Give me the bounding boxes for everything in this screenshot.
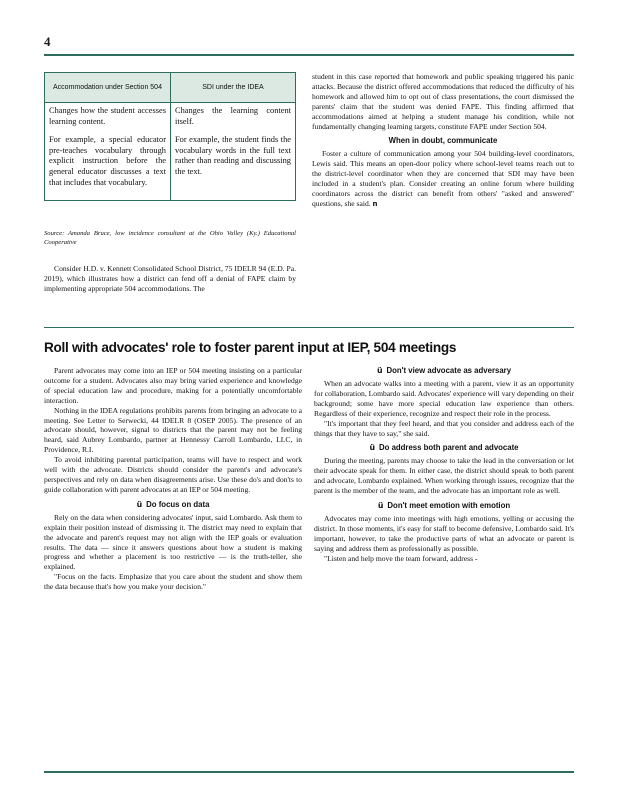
body-paragraph: To avoid inhibiting parental participation, teams will have to respect and work well with the advocate. Districts should consider the parent's and advocate's perspectives and rely on data when disagreements arise. Use these do's and don'ts to guide collaboration with parent advocates at an IEP or 504 meeting. <box>44 455 302 494</box>
body-paragraph: Nothing in the IDEA regulations prohibits parents from bringing an advocate to a meeting. See Letter to Serwecki, 44 IDELR 8 (OSEP 2005). The presence of an advocate should, however, signal to districts that the parent may not be feeling heard, said Aubrey Lombardo, partner at Hennessy Carroll Lombardo, LLC, in Providence, R.I. <box>44 405 302 455</box>
body-paragraph: student in this case reported that homework and public speaking triggered his panic attacks. Because the district offered accommodations that reduced the difficulty of his homework and allowed him to opt out of class presentations, the court dismissed the parents' claim that the student was denied FAPE. This finding affirmed that accommodations aimed at helping a student manage his condition, while not fundamentally changing learning targets, constitute FAPE under Section 504. <box>312 72 574 131</box>
body-paragraph: Parent advocates may come into an IEP or 504 meeting insisting on a particular outcome for a student. Advocates also may bring varied experience and knowledge of special education law and procedure, making for a potentially uncomfortable interaction. <box>44 366 302 405</box>
table-cell: For example, a special educator pre-teaches vocabulary through explicit instruction before the general educator discusses a text that includes that vocabulary. <box>49 135 166 187</box>
checkmark-icon: ü <box>369 443 376 453</box>
body-paragraph: "Focus on the facts. Emphasize that you care about the student and show them the data because that's how you make your decision." <box>44 572 302 592</box>
top-left-column <box>44 264 296 294</box>
top-rule <box>44 54 574 56</box>
article-right-column <box>314 366 574 564</box>
article-headline: Roll with advocates' role to foster parent input at IEP, 504 meetings <box>44 340 457 355</box>
section-subhead <box>314 443 574 453</box>
section-subhead <box>314 501 574 511</box>
body-paragraph: Rely on the data when considering advocates' input, said Lombardo. Ask them to explain their position instead of dismissing it. The district may need to explain that the advocate and parent's request may not align with the IEP goals or evaluation results. The data — since it answers questions about how a student is making progress and whether a placement is too restrictive — is the truth-teller, she explained. <box>44 512 302 572</box>
table-header-accommodation: Accommodation under Section 504 <box>45 73 171 102</box>
body-paragraph: When an advocate walks into a meeting with a parent, view it as an opportunity for collaboration, Lombardo said. Advocates' experience will vary depending on their background; some have more special education law experience than others. Regardless of their experience, recognize and respect their role in the process. <box>314 379 574 418</box>
body-paragraph <box>312 149 574 209</box>
table-cell-accommodation <box>45 103 171 200</box>
subhead-text: Do focus on data <box>146 499 210 509</box>
table-cell: Changes how the student accesses learning content. <box>49 106 166 126</box>
subhead-text: Do address both parent and advocate <box>379 443 519 453</box>
body-paragraph: "It's important that they feel heard, and that you consider and address each of the things that they have to say," she said. <box>314 418 574 438</box>
subhead-text: Don't view advocate as adversary <box>386 366 512 375</box>
section-divider <box>44 327 574 328</box>
body-paragraph: During the meeting, parents may choose to take the lead in the conversation or let their advocate speak for them. In either case, the district should speak to both parent and advocate, Lombardo explained. When working through issues, recognize that the parent is the member of the team, and the advocate has an important role as well. <box>314 456 574 496</box>
checkmark-icon: ü <box>377 501 384 511</box>
subhead-text: Don't meet emotion with emotion <box>387 501 511 511</box>
checkmark-icon: ü <box>376 366 383 375</box>
table-header-row <box>45 73 295 103</box>
body-text: Foster a culture of communication among your 504 building-level coordinators, Lewis said. This means an open-door policy where school-level teams reach out to the district-level coordinator when they are concerned that SDI may have been included in a student's plan. Consider creating an online forum where building coordinators across the district can benefit from others' "asked and answered" questions, she said. <box>312 149 574 208</box>
table-source: Source: Amanda Bruce, low incidence consultant at the Ohio Valley (Ky.) Educational Cooperative <box>44 230 296 246</box>
bottom-rule <box>44 771 574 773</box>
table-body <box>45 103 295 200</box>
checkmark-icon: ü <box>136 499 143 509</box>
section-subhead: When in doubt, communicate <box>388 136 498 146</box>
table-cell: Changes the learning content itself. <box>175 106 291 126</box>
end-of-article-mark: n <box>372 199 378 208</box>
accommodation-vs-sdi-table <box>44 72 296 201</box>
body-paragraph: "Listen and help move the team forward, address - <box>324 553 478 563</box>
page-number: 4 <box>44 34 51 49</box>
article-left-column <box>44 366 302 592</box>
table-cell-sdi <box>171 103 295 200</box>
table-header-sdi: SDI under the IDEA <box>202 84 264 91</box>
top-right-column <box>312 72 574 210</box>
table-cell: For example, the student finds the vocabulary words in the full text rather than reading and discussing the text. <box>175 135 291 176</box>
section-subhead <box>44 500 302 510</box>
body-paragraph: Consider H.D. v. Kennett Consolidated School District, 75 IDELR 94 (E.D. Pa. 2019), which illustrates how a district can fend off a denial of FAPE claim by implementing appropriate 504 accommodations. The <box>44 264 296 293</box>
body-paragraph: Advocates may come into meetings with high emotions, yelling or accusing the district. In those moments, it's easy for staff to become defensive, Lombardo said. It's important, however, to take the productive parts of what an advocate or parent is saying and address them as professionally as possible. <box>314 514 574 553</box>
section-subhead <box>314 366 574 376</box>
